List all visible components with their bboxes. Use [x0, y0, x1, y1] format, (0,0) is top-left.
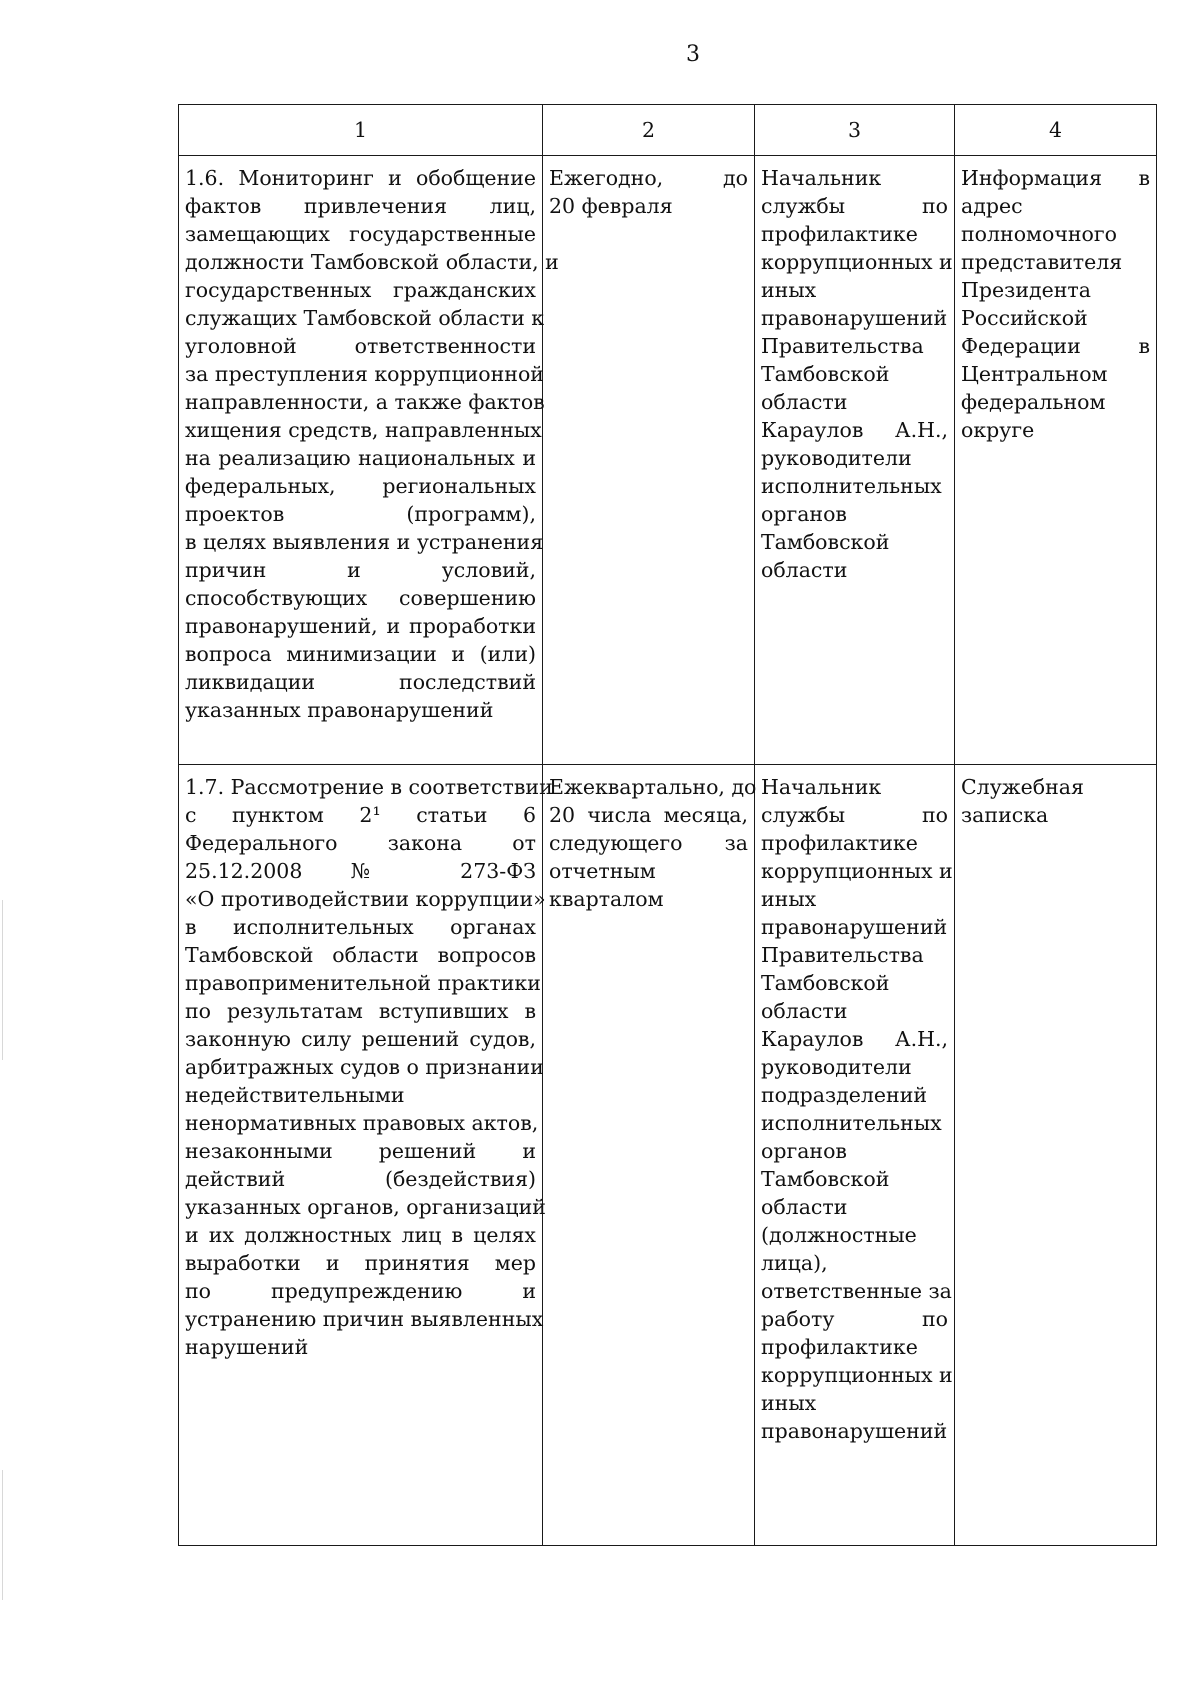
table-cell-col-1 [179, 156, 559, 765]
text-line: 20 числа месяца, [549, 803, 748, 827]
text-line: замещающих государственные [185, 222, 536, 246]
text-line: органов [761, 1139, 847, 1163]
cell-text [955, 156, 1156, 450]
table-row [179, 156, 1157, 765]
text-line: полномочного [961, 222, 1117, 246]
table-cell-col-4 [955, 765, 1157, 1546]
text-line: иных [761, 1391, 817, 1415]
table-cell-col-2 [543, 156, 755, 765]
text-line: руководители [761, 446, 912, 470]
text-line: профилактике [761, 222, 918, 246]
text-line: по предупреждению и [185, 1279, 536, 1303]
text-line: Тамбовской области вопросов [185, 943, 536, 967]
text-line: Информация в [961, 166, 1150, 190]
text-line: Правительства [761, 334, 924, 358]
cell-text [755, 765, 954, 1451]
text-line: области [761, 999, 848, 1023]
text-line: профилактике [761, 831, 918, 855]
cell-text [179, 156, 559, 730]
text-line: устранению причин выявленных [185, 1307, 544, 1331]
scan-edge-mark [2, 900, 3, 1060]
text-line: представителя [961, 250, 1123, 274]
text-line: исполнительных [761, 474, 942, 498]
text-line: Правительства [761, 943, 924, 967]
text-line: 20 февраля [549, 194, 673, 218]
header-col-2: 2 [543, 105, 755, 156]
text-line: коррупционных и [761, 859, 953, 883]
text-line: способствующих совершению [185, 586, 536, 610]
table-cell-col-4 [955, 156, 1157, 765]
text-line: 1.6. Мониторинг и обобщение [185, 166, 536, 190]
text-line: руководители [761, 1055, 912, 1079]
plan-table [178, 104, 1157, 1546]
text-line: исполнительных [761, 1111, 942, 1135]
text-line: служащих Тамбовской области к [185, 306, 545, 330]
table-row [179, 765, 1157, 1546]
text-line: причин и условий, [185, 558, 536, 582]
text-line: вопроса минимизации и (или) [185, 642, 536, 666]
cell-text [955, 765, 1156, 835]
text-line: в целях выявления и устранения [185, 530, 544, 554]
text-line: ответственные за [761, 1279, 952, 1303]
cell-text [543, 765, 757, 919]
text-line: иных [761, 278, 817, 302]
text-line: Тамбовской [761, 530, 890, 554]
text-line: области [761, 1195, 848, 1219]
text-line: иных [761, 887, 817, 911]
page-number: 3 [686, 42, 700, 67]
header-row [179, 105, 1157, 156]
text-line: за преступления коррупционной [185, 362, 544, 386]
text-line: по результатам вступивших в [185, 999, 536, 1023]
text-line: Тамбовской [761, 971, 890, 995]
text-line: нарушений [185, 1335, 309, 1359]
table-cell-col-1 [179, 765, 553, 1546]
text-line: «О противодействии коррупции» [185, 887, 546, 911]
text-line: правонарушений [761, 1419, 948, 1443]
text-line: хищения средств, направленных [185, 418, 542, 442]
text-line: с пунктом 2¹ статьи 6 [185, 803, 536, 827]
text-line: Начальник [761, 775, 882, 799]
text-line: Президента [961, 278, 1091, 302]
text-line: государственных гражданских [185, 278, 536, 302]
text-line: фактов привлечения лиц, [185, 194, 536, 218]
text-line: Тамбовской [761, 1167, 890, 1191]
text-line: указанных органов, организаций [185, 1195, 546, 1219]
text-line: Караулов А.Н., [761, 418, 948, 442]
text-line: проектов (программ), [185, 502, 536, 526]
header-col-3: 3 [755, 105, 955, 156]
text-line: правоприменительной практики [185, 971, 541, 995]
text-line: Тамбовской [761, 362, 890, 386]
text-line: профилактике [761, 1335, 918, 1359]
text-line: Караулов А.Н., [761, 1027, 948, 1051]
text-line: записка [961, 803, 1049, 827]
text-line: округе [961, 418, 1035, 442]
text-line: действий (бездействия) [185, 1167, 536, 1191]
text-line: Федерации в [961, 334, 1150, 358]
text-line: ненормативных правовых актов, [185, 1111, 539, 1135]
table-cell-col-3 [755, 156, 955, 765]
text-line: службы по [761, 803, 948, 827]
text-line: выработки и принятия мер [185, 1251, 536, 1275]
text-line: коррупционных и [761, 1363, 953, 1387]
header-col-1: 1 [179, 105, 543, 156]
text-line: незаконными решений и [185, 1139, 536, 1163]
text-line: отчетным [549, 859, 656, 883]
text-line: правонарушений [761, 915, 948, 939]
text-line: и их должностных лиц в целях [185, 1223, 536, 1247]
text-line: арбитражных судов о признании [185, 1055, 544, 1079]
table-cell-col-3 [755, 765, 955, 1546]
text-line: Служебная [961, 775, 1084, 799]
text-line: в исполнительных органах [185, 915, 536, 939]
table-cell-col-2 [543, 765, 755, 1546]
text-line: уголовной ответственности [185, 334, 536, 358]
text-line: 1.7. Рассмотрение в соответствии [185, 775, 553, 799]
text-line: на реализацию национальных и [185, 446, 536, 470]
scan-edge-mark [2, 1470, 3, 1600]
text-line: Начальник [761, 166, 882, 190]
text-line: адрес [961, 194, 1023, 218]
text-line: службы по [761, 194, 948, 218]
text-line: указанных правонарушений [185, 698, 494, 722]
text-line: Ежегодно, до [549, 166, 748, 190]
text-line: Российской [961, 306, 1088, 330]
cell-text [543, 156, 754, 226]
text-line: федеральных, региональных [185, 474, 536, 498]
text-line: должности Тамбовской области, и [185, 250, 559, 274]
text-line: области [761, 558, 848, 582]
text-line: органов [761, 502, 847, 526]
text-line: области [761, 390, 848, 414]
text-line: коррупционных и [761, 250, 953, 274]
text-line: законную силу решений судов, [185, 1027, 536, 1051]
text-line: подразделений [761, 1083, 928, 1107]
text-line: федеральном [961, 390, 1106, 414]
text-line: ликвидации последствий [185, 670, 536, 694]
text-line: Центральном [961, 362, 1108, 386]
text-line: Ежеквартально, до [549, 775, 757, 799]
text-line: Федерального закона от [185, 831, 536, 855]
cell-text [179, 765, 553, 1367]
text-line: правонарушений, и проработки [185, 614, 536, 638]
header-col-4: 4 [955, 105, 1157, 156]
text-line: лица), [761, 1251, 828, 1275]
text-line: 25.12.2008 № 273-ФЗ [185, 859, 536, 883]
text-line: кварталом [549, 887, 664, 911]
text-line: правонарушений [761, 306, 948, 330]
text-line: (должностные [761, 1223, 917, 1247]
text-line: следующего за [549, 831, 748, 855]
text-line: работу по [761, 1307, 948, 1331]
cell-text [755, 156, 954, 590]
text-line: недействительными [185, 1083, 405, 1107]
text-line: направленности, а также фактов [185, 390, 545, 414]
